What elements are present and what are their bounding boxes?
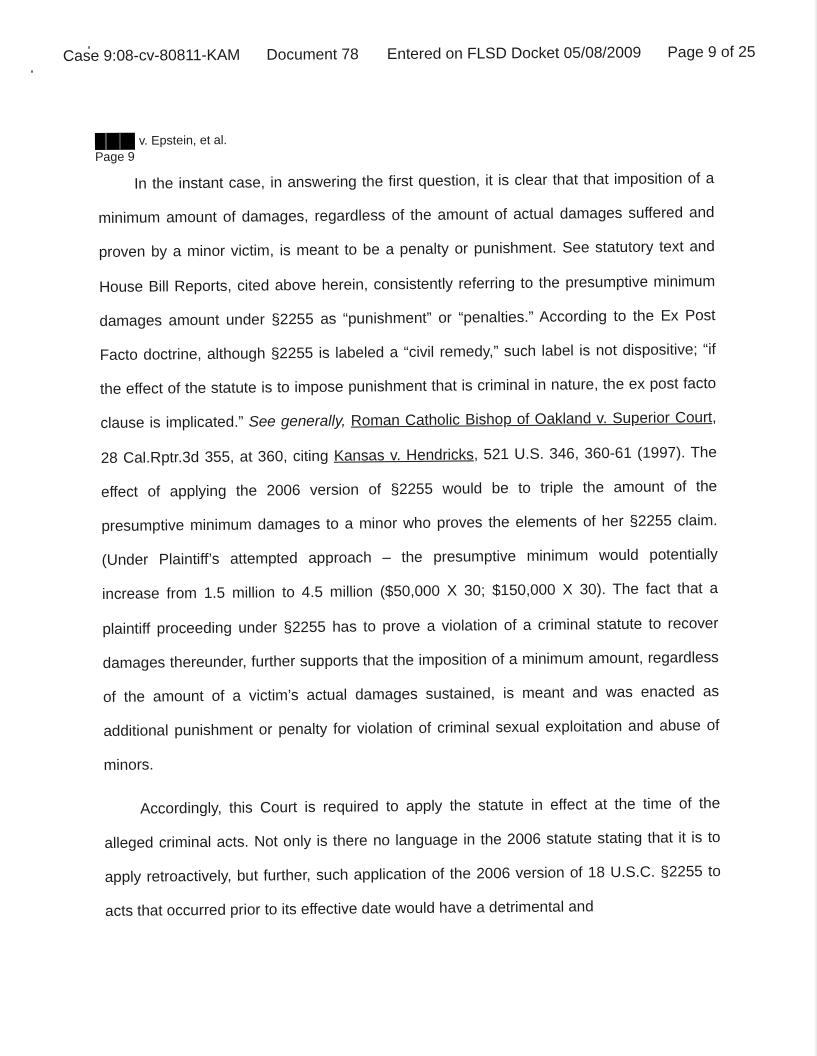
document-number: Document 78 [266,46,359,64]
redaction-block [95,133,135,150]
caption-page-label: Page 9 [95,149,135,164]
caption-parties: v. Epstein, et al. [138,133,228,148]
scan-speck [31,70,33,73]
case-cite-roman-catholic-bishop: Roman Catholic Bishop of Oakland v. Superior Court [350,409,713,431]
paragraph-1 [98,162,720,784]
signal-see-generally: See generally, [248,413,346,431]
paragraph-2: Accordingly, this Court is required to apply the statute in effect at the time of the alleged criminal acts. Not only is there no language in the 2006 statute stating that it is to apply retroactively, but further, such application of the 2006 version of 18 U.S.C. §2255 to acts that occurred prior to its effective date would have a detrimental and [104,794,721,921]
ecf-header [63,44,763,66]
page-count: Page 9 of 25 [667,43,756,62]
paragraph-1-text-a: In the instant case, in answering the first question, it is clear that that imposition of a minimum amount of damages, regardless of the amount of actual damages suffered and proven by a minor victim, is meant to be a penalty or punishment. See statutory text and House Bill Reports, cited above herein, consistently referring to the presumptive minimum damages amount under §2255 as “punishment” or “penalties.” According to the Ex Post Facto doctrine, although §2255 is labeled a “civil remedy,” such label is not dispositive; “if the effect of the statute is to impose punishment that is criminal in nature, the ex post facto clause is implicated.” [98,170,717,433]
case-number: Case 9:08-cv-80811-KAM [62,46,241,65]
paragraph-1-text-b: , 28 Cal.Rptr.3d 355, at 360, citing [100,409,717,467]
case-cite-kansas-v-hendricks: Kansas v. Hendricks [333,446,474,465]
body-text [98,162,721,929]
case-caption [95,132,227,165]
docket-entry: Entered on FLSD Docket 05/08/2009 [386,44,642,64]
paragraph-1-text-c: , 521 U.S. 346, 360-61 (1997). The effect of applying the 2006 version of §2255 would be to triple the amount of the presumptive minimum damages to a minor who proves the elements of her §2255 claim. (Under Plaintiff’s attempted approach – the presumptive minimum would potentially increase from 1.5 million to 4.5 million ($50,000 X 30; $150,000 X 30). The fact that a plaintiff proceeding under §2255 has to prove a violation of a criminal statute to recover damages thereunder, further supports that the imposition of a minimum amount, regardless of the amount of a victim’s actual damages sustained, is meant and was enacted as additional punishment or penalty for violation of criminal sexual exploitation and abuse of minors. [101,443,720,775]
